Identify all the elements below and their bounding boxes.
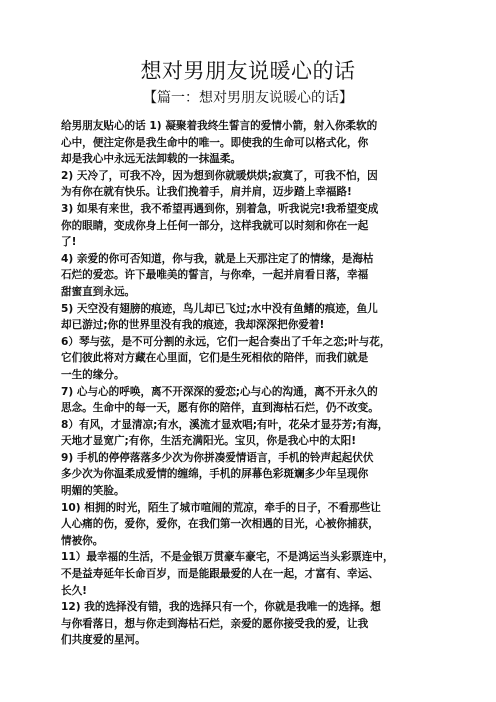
body-line: 心中，便注定你是我生命中的唯一。即使我的生命可以格式化，你 [61, 136, 369, 149]
body-line: 10) 相拥的时光，陌生了城市喧闹的荒凉，牵手的日子，不看那些让 [61, 501, 381, 514]
body-line: 12) 我的选择没有错，我的选择只有一个，你就是我唯一的选择。想 [61, 601, 381, 614]
body-line: 一生的缘分。 [61, 368, 125, 381]
body-line: 们共度爱的星河。 [61, 634, 146, 647]
body-line: 8）有风，才显清凉;有水，溪流才显欢唱;有叶，花朵才显芬芳;有海， [61, 418, 389, 431]
document-title: 想对男朋友说暖心的话 [140, 59, 356, 83]
body-line: 天地才显宽广;有你，生活充满阳光。宝贝，你是我心中的太阳! [61, 435, 357, 448]
document-body [61, 118, 443, 649]
body-line: 11）最幸福的生活，不是金银万贯豪车豪宅，不是鸿运当头彩票连中， [61, 551, 394, 564]
body-line: 多少次为你温柔成爱情的缠绵，手机的屏幕色彩斑斓多少年呈现你 [61, 468, 369, 481]
body-line: 4) 亲爱的你可否知道，你与我，就是上天那注定了的情缘，是海枯 [61, 252, 374, 265]
body-line: 思念。生命中的每一天，愿有你的陪伴，直到海枯石烂，仍不改变。 [61, 402, 379, 415]
body-line: 6）琴与弦，是不可分割的永远，它们一起合奏出了千年之恋;叶与花， [61, 335, 391, 348]
body-line: 它们彼此将对方藏在心里面，它们是生死相依的陪伴，而我们就是 [61, 352, 369, 365]
body-line: 明媚的笑脸。 [61, 485, 125, 498]
body-line: 给男朋友贴心的话 1) 凝聚着我终生誓言的爱情小箭，射入你柔软的 [61, 120, 378, 132]
body-line: 却是我心中永远无法卸载的一抹温柔。 [61, 153, 242, 166]
body-line: 却已游过;你的世界里没有我的痕迹，我却深深把你爱着! [61, 319, 325, 332]
body-line: 与你看落日，想与你走到海枯石烂，亲爱的愿你接受我的爱，让我 [61, 617, 369, 630]
body-line: 2) 天冷了，可我不冷，因为想到你就暖烘烘;寂寞了，可我不怕，因 [61, 169, 378, 182]
body-line: 3) 如果有来世，我不希望再遇到你，别着急，听我说完!我希望变成 [61, 202, 379, 215]
body-line: 石烂的爱恋。许下最唯美的誓言，与你牵，一起并肩看日落，幸福 [61, 269, 369, 282]
body-line: 甜蜜直到永远。 [61, 285, 136, 298]
body-line: 7) 心与心的呼唤，离不开深深的爱恋;心与心的沟通，离不开永久的 [61, 385, 378, 398]
body-line: 人心痛的伤，爱你，爱你，在我们第一次相遇的目光，心被你捕获， [61, 518, 379, 531]
body-line: 情被你。 [61, 534, 104, 547]
body-line: 不是益寿延年长命百岁，而是能跟最爱的人在一起，才富有、幸运、 [61, 568, 379, 581]
body-line: 长久! [61, 584, 88, 597]
document-subtitle: 【篇一：想对男朋友说暖心的话】 [143, 90, 353, 106]
body-line: 5) 天空没有翅膀的痕迹，鸟儿却已飞过;水中没有鱼鳍的痕迹，鱼儿 [61, 302, 378, 315]
body-line: 了! [61, 236, 77, 249]
body-line: 9) 手机的停停落落多少次为你拼凑爱情语言，手机的铃声起起伏伏 [61, 451, 374, 464]
body-line: 你的眼睛，变成你身上任何一部分，这样我就可以时刻和你在一起 [61, 219, 369, 232]
body-line: 为有你在就有快乐。让我们挽着手，肩并肩，迈步踏上幸福路! [61, 186, 352, 199]
